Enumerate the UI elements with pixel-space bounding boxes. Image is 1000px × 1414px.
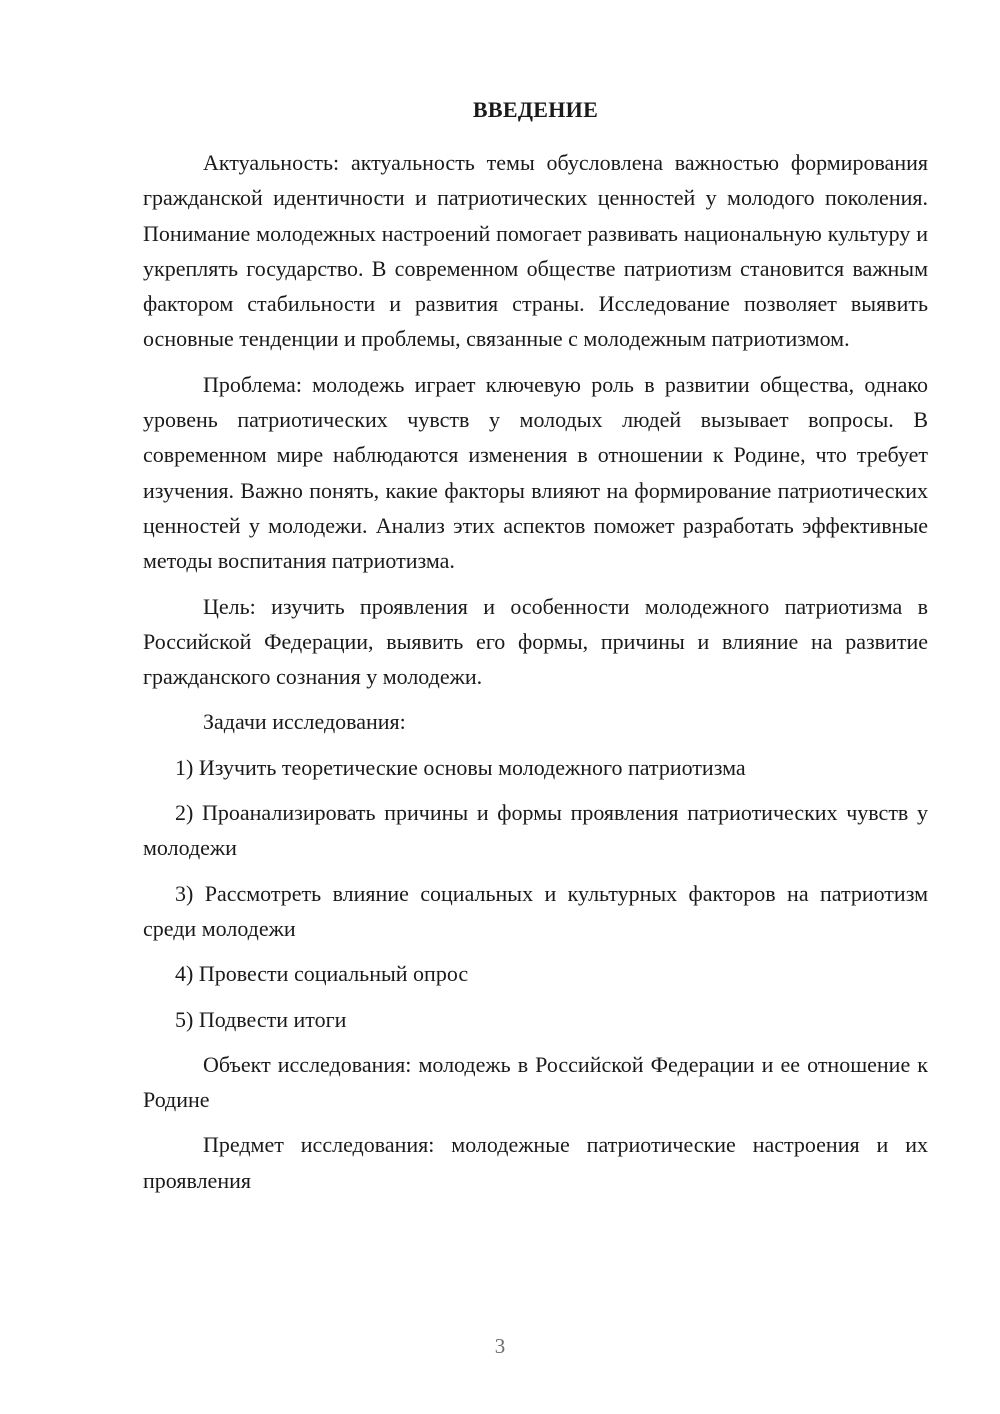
relevance-paragraph: Актуальность: актуальность темы обусловлена важностью формирования гражданской идентичности и патриотических ценностей у молодого поколения. Понимание молодежных настроений помогает развивать национальную культуру и укреплять государство. В современном обществе патриотизм становится важным фактором стабильности и развития страны. Исследование позволяет выявить основные тенденции и проблемы, связанные с молодежным патриотизмом. (143, 150, 928, 352)
task-item: 5) Подвести итоги (175, 1006, 347, 1032)
task-item: 2) Проанализировать причины и формы проявления патриотических чувств у молодежи (143, 800, 928, 861)
tasks-heading: Задачи исследования: (203, 709, 406, 735)
subject-paragraph: Предмет исследования: молодежные патриотические настроения и их проявления (143, 1132, 928, 1193)
document-page (143, 95, 928, 1208)
object-paragraph: Объект исследования: молодежь в Российской Федерации и ее отношение к Родине (143, 1051, 928, 1113)
task-item: 1) Изучить теоретические основы молодежного патриотизма (175, 754, 746, 780)
goal-paragraph: Цель: изучить проявления и особенности молодежного патриотизма в Российской Федерации, выявить его формы, причины и влияние на развитие гражданского сознания у молодежи. (143, 593, 928, 690)
task-item: 4) Провести социальный опрос (175, 961, 469, 987)
tasks-list (143, 750, 928, 1037)
section-heading: ВВЕДЕНИЕ (472, 97, 599, 122)
task-item: 3) Рассмотреть влияние социальных и культурных факторов на патриотизм среди молодежи (143, 880, 928, 941)
page-number: 3 (494, 1334, 506, 1358)
problem-paragraph: Проблема: молодежь играет ключевую роль в развитии общества, однако уровень патриотических чувств у молодых людей вызывает вопросы. В современном мире наблюдаются изменения в отношении к Родине, что требует изучения. Важно понять, какие факторы влияют на формирование патриотических ценностей у молодежи. Анализ этих аспектов поможет разработать эффективные методы воспитания патриотизма. (143, 371, 928, 574)
